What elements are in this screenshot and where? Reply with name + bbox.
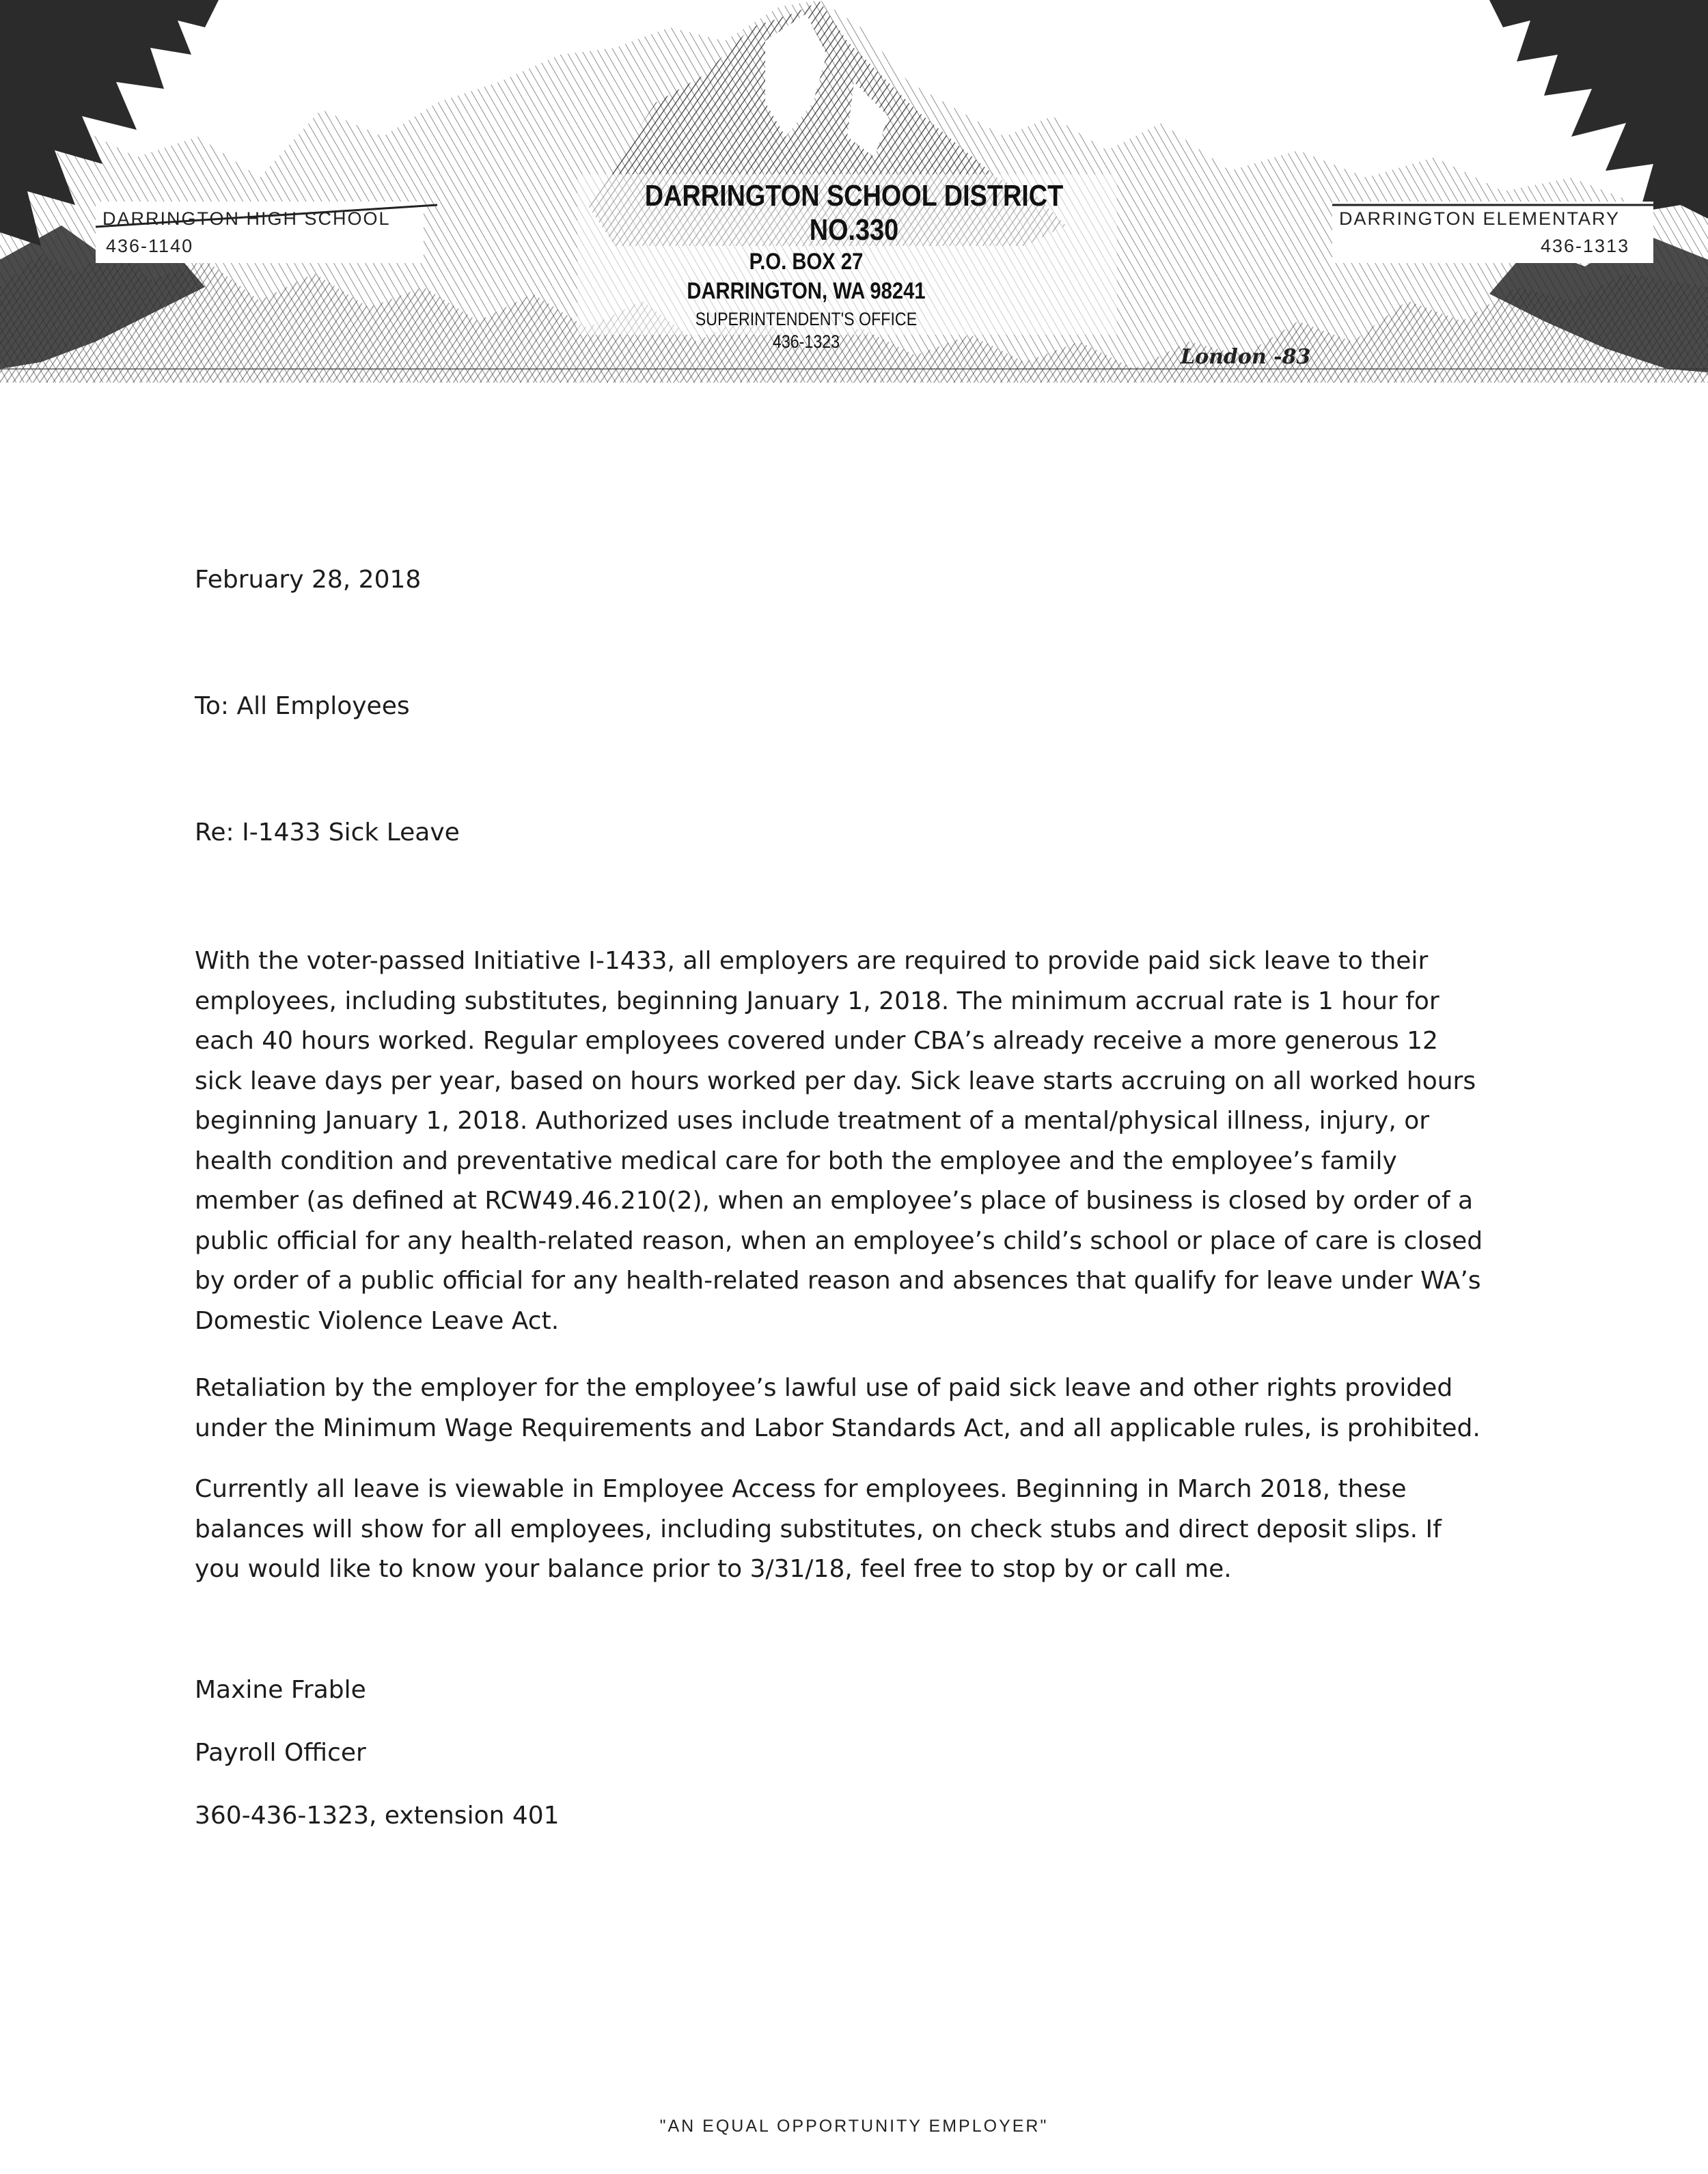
equal-opportunity-footer: "AN EQUAL OPPORTUNITY EMPLOYER" (659, 2117, 1049, 2136)
po-box: P.O. BOX 27 (749, 249, 864, 275)
paragraph-line: by order of a public official for any health-related reason and absences that qualify for leave under WA’s (195, 1267, 1481, 1295)
paragraph-line: Currently all leave is viewable in Employee Access for employees. Beginning in March 2018, these (195, 1475, 1407, 1503)
high-school-phone: 436-1140 (106, 236, 194, 256)
office-phone: 436-1323 (772, 331, 840, 352)
subject-line: Re: I-1433 Sick Leave (195, 818, 460, 847)
paragraph-line: sick leave days per year, based on hours worked per day. Sick leave starts accruing on all worked hours (195, 1067, 1476, 1095)
paragraph-sick-leave-policy (195, 941, 1534, 1341)
city-state-zip: DARRINGTON, WA 98241 (687, 278, 926, 304)
signature-phone: 360-436-1323, extension 401 (195, 1802, 560, 1830)
recipient-line: To: All Employees (195, 692, 410, 720)
paragraph-line: public official for any health-related reason, when an employee’s child’s school or place of care is closed (195, 1226, 1483, 1255)
signature-title: Payroll Officer (195, 1739, 366, 1767)
paragraph-leave-balances (195, 1470, 1534, 1590)
paragraph-line: Domestic Violence Leave Act. (195, 1306, 560, 1335)
paragraph-retaliation (195, 1368, 1534, 1448)
paragraph-line: you would like to know your balance prior to 3/31/18, feel free to stop by or call me. (195, 1555, 1232, 1583)
paragraph-line: under the Minimum Wage Requirements and Labor Standards Act, and all applicable rules, is prohibited. (195, 1414, 1480, 1442)
elementary-school-name: DARRINGTON ELEMENTARY (1339, 208, 1621, 229)
signature-name: Maxine Frable (195, 1676, 366, 1704)
high-school-name: DARRINGTON HIGH SCHOOL (102, 208, 391, 229)
district-address-block (574, 179, 1134, 353)
paragraph-line: With the voter-passed Initiative I-1433, all employers are required to provide paid sick leave to their (195, 947, 1429, 975)
paragraph-line: health condition and preventative medical care for both the employee and the employee’s family (195, 1146, 1397, 1175)
paragraph-line: employees, including substitutes, beginning January 1, 2018. The minimum accrual rate is 1 hour for (195, 987, 1440, 1015)
paragraph-line: member (as defined at RCW49.46.210(2), when an employee’s place of business is closed by order of a (195, 1187, 1474, 1215)
paragraph-line: Retaliation by the employer for the employee’s lawful use of paid sick leave and other rights provided (195, 1374, 1453, 1402)
paragraph-line: each 40 hours worked. Regular employees covered under CBA’s already receive a more generous 12 (195, 1027, 1438, 1055)
paragraph-line: beginning January 1, 2018. Authorized uses include treatment of a mental/physical illness, injury, or (195, 1107, 1430, 1135)
paragraph-line: balances will show for all employees, including substitutes, on check stubs and direct deposit slips. If (195, 1515, 1442, 1543)
superintendent-office: SUPERINTENDENT'S OFFICE (695, 309, 918, 329)
letterhead (0, 0, 1708, 383)
elementary-school-phone: 436-1313 (1541, 236, 1630, 256)
letter-date: February 28, 2018 (195, 566, 422, 594)
artist-signature: London -83 (1181, 345, 1311, 369)
district-name: DARRINGTON SCHOOL DISTRICT NO.330 (644, 179, 1064, 247)
